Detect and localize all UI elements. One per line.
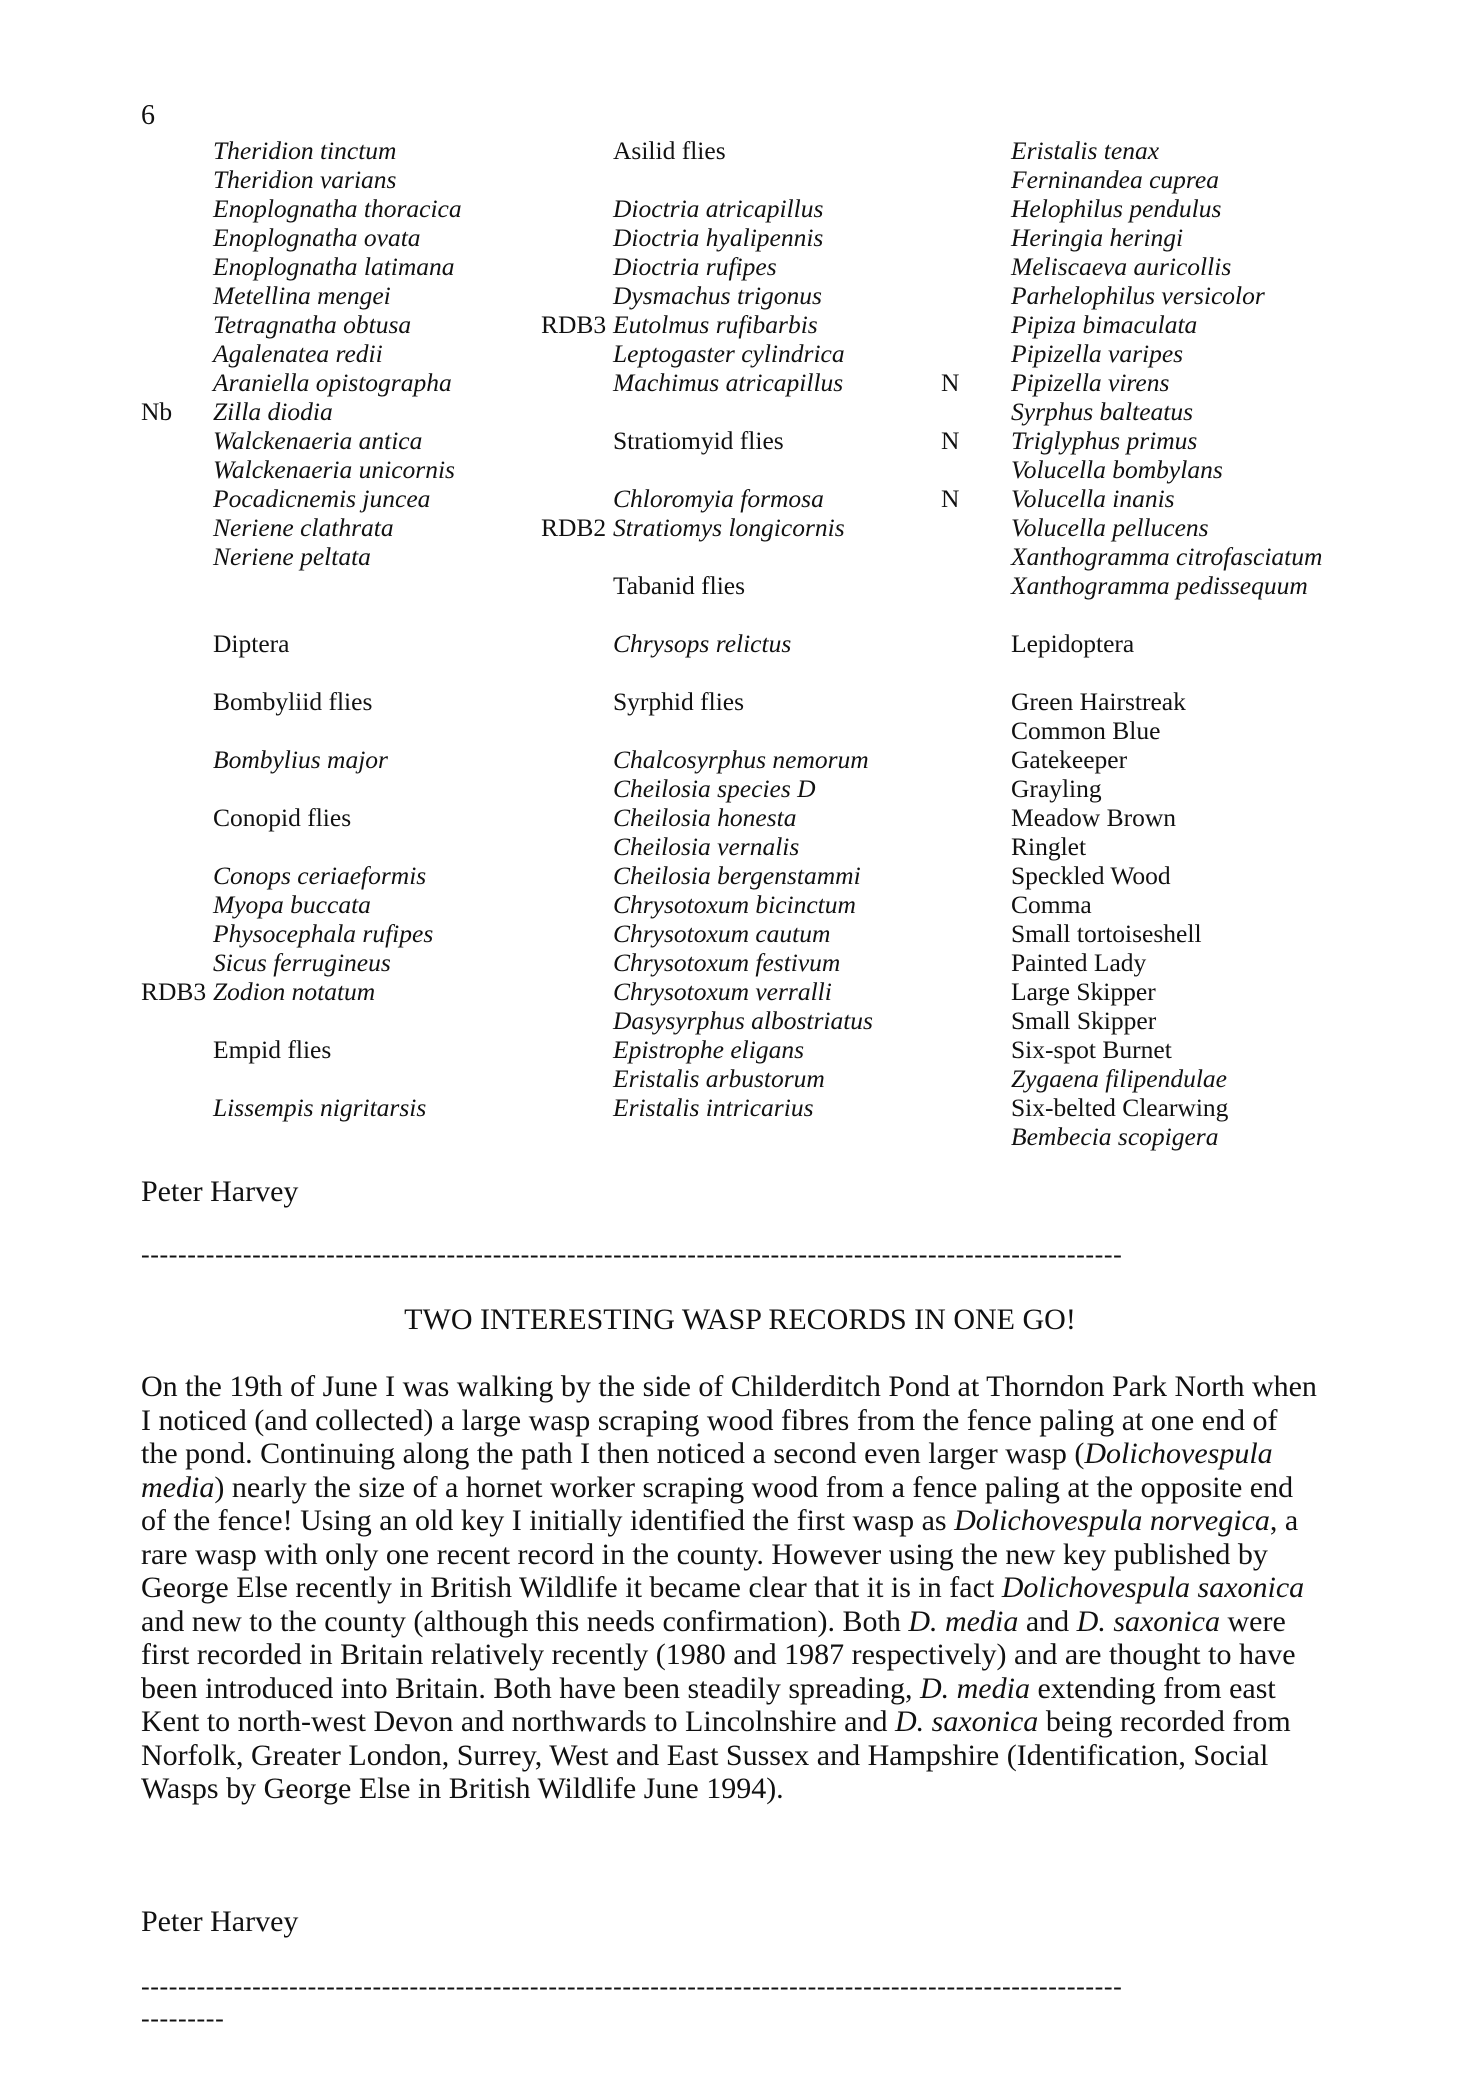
species-name: Metellina mengei <box>213 281 391 310</box>
list-item <box>941 774 1461 803</box>
list-item <box>541 890 941 919</box>
list-spacer <box>141 600 541 629</box>
group-heading: Bombyliid flies <box>213 687 373 716</box>
list-item <box>941 484 1461 513</box>
list-item <box>541 136 941 165</box>
group-heading: Ringlet <box>1011 832 1087 861</box>
list-spacer <box>141 1064 541 1093</box>
species-name: Chrysotoxum cautum <box>613 919 831 948</box>
species-name: Neriene clathrata <box>213 513 394 542</box>
species-name: D. media <box>919 1671 1030 1705</box>
list-item <box>141 484 541 513</box>
list-item <box>141 919 541 948</box>
list-item <box>141 687 541 716</box>
section-divider: ---------------------------------------------------------------------------------------------------------- <box>141 1972 1123 2001</box>
section-divider: ---------------------------------------------------------------------------------------------------------- <box>141 1240 1123 1269</box>
list-item <box>141 948 541 977</box>
species-name: Pocadicnemis juncea <box>213 484 431 513</box>
species-name: Cheilosia bergenstammi <box>613 861 861 890</box>
list-item <box>141 629 541 658</box>
group-heading: Conopid flies <box>213 803 352 832</box>
species-name: Xanthogramma pedissequum <box>1011 571 1308 600</box>
group-heading: Tabanid flies <box>613 571 746 600</box>
list-item <box>541 1064 941 1093</box>
list-item <box>941 977 1461 1006</box>
species-name: Dioctria rufipes <box>613 252 777 281</box>
article-text: extending from east Kent to north-west Devon and northwards to Lincolnshire and <box>141 1671 1276 1738</box>
list-item <box>141 136 541 165</box>
species-name: Dioctria hyalipennis <box>613 223 824 252</box>
group-heading: Large Skipper <box>1011 977 1156 1006</box>
list-item <box>941 194 1461 223</box>
article-text: On the 19th of June I was walking by the side of Childerditch Pond at Thorndon Park North when I noticed (and collected) a large wasp scraping wood fibres from the fence paling at one end of the pond. Continuing along the path I then noticed a second even larger wasp ( <box>141 1370 1317 1470</box>
list-item <box>941 136 1461 165</box>
list-item <box>541 774 941 803</box>
list-spacer <box>141 774 541 803</box>
list-item <box>941 1122 1461 1151</box>
list-item <box>141 803 541 832</box>
species-name: Eutolmus rufibarbis <box>613 310 818 339</box>
list-item <box>541 948 941 977</box>
group-heading: Small tortoiseshell <box>1011 919 1202 948</box>
list-item <box>941 803 1461 832</box>
species-name: Dolichovespula media <box>141 1437 1273 1504</box>
list-item <box>141 426 541 455</box>
species-name: Agalenatea redii <box>213 339 383 368</box>
species-name: Chrysotoxum verralli <box>613 977 832 1006</box>
species-name: Meliscaeva auricollis <box>1011 252 1232 281</box>
list-item <box>141 1035 541 1064</box>
species-name: Epistrophe eligans <box>613 1035 805 1064</box>
list-item <box>941 368 1461 397</box>
list-item <box>141 223 541 252</box>
list-item <box>541 484 941 513</box>
list-item <box>541 1093 941 1122</box>
list-item <box>941 281 1461 310</box>
species-name: Ferninandea cuprea <box>1011 165 1219 194</box>
list-item <box>141 310 541 339</box>
species-name: Volucella pellucens <box>1011 513 1209 542</box>
list-item <box>541 803 941 832</box>
list-item <box>541 310 941 339</box>
article-body <box>141 1370 1321 1806</box>
species-name: Cheilosia species D <box>613 774 816 803</box>
species-name: Theridion tinctum <box>213 136 397 165</box>
article-text: , a rare wasp with only one recent record in the county. However using the new key published by George Else recently in British Wildlife it became clear that it is in fact <box>141 1504 1299 1604</box>
group-heading: Common Blue <box>1011 716 1161 745</box>
species-name: Enoplognatha ovata <box>213 223 421 252</box>
species-name: D. saxonica <box>895 1705 1039 1738</box>
group-heading: Green Hairstreak <box>1011 687 1186 716</box>
species-name: Araniella opistographa <box>213 368 452 397</box>
list-item <box>941 629 1461 658</box>
list-spacer <box>541 542 941 571</box>
list-item <box>141 890 541 919</box>
species-name: Dasysyrphus albostriatus <box>613 1006 873 1035</box>
list-item <box>141 455 541 484</box>
list-spacer <box>941 600 1461 629</box>
species-name: Heringia heringi <box>1011 223 1184 252</box>
list-item <box>141 513 541 542</box>
list-item <box>941 513 1461 542</box>
list-spacer <box>541 165 941 194</box>
list-item <box>541 629 941 658</box>
group-heading: Diptera <box>213 629 290 658</box>
species-name: Pipizella varipes <box>1011 339 1184 368</box>
article-text: were first recorded in Britain relatively recently (1980 and 1987 respectively) and are thought to have been introduced into Britain. Both have been steadily spreading, <box>141 1604 1296 1705</box>
group-heading: Meadow Brown <box>1011 803 1177 832</box>
species-name: Eristalis intricarius <box>613 1093 814 1122</box>
species-name: Helophilus pendulus <box>1011 194 1222 223</box>
species-name: Dysmachus trigonus <box>613 281 822 310</box>
article-text: being recorded from Norfolk, Greater London, Surrey, West and East Sussex and Hampshire (Identification, Social Wasps by George Else in British Wildlife June 1994). <box>141 1705 1291 1805</box>
group-heading: Painted Lady <box>1011 948 1147 977</box>
status-code: N <box>941 426 960 455</box>
list-item <box>941 948 1461 977</box>
list-item <box>541 977 941 1006</box>
list-item <box>941 1006 1461 1035</box>
author-signature: Peter Harvey <box>141 1905 299 1938</box>
list-spacer <box>541 397 941 426</box>
species-name: Cheilosia honesta <box>613 803 797 832</box>
species-name: Bombylius major <box>213 745 388 774</box>
species-column-1 <box>141 136 541 1122</box>
list-item <box>941 716 1461 745</box>
list-item <box>941 542 1461 571</box>
species-name: Enoplognatha latimana <box>213 252 455 281</box>
list-spacer <box>141 832 541 861</box>
list-item <box>141 745 541 774</box>
list-item <box>941 1035 1461 1064</box>
list-spacer <box>141 716 541 745</box>
list-spacer <box>141 658 541 687</box>
list-item <box>541 919 941 948</box>
list-item <box>541 1035 941 1064</box>
list-item <box>541 1006 941 1035</box>
species-name: Pipizella virens <box>1011 368 1170 397</box>
group-heading: Lepidoptera <box>1011 629 1135 658</box>
species-name: Chalcosyrphus nemorum <box>613 745 869 774</box>
list-spacer <box>541 600 941 629</box>
group-heading: Syrphid flies <box>613 687 745 716</box>
list-item <box>941 861 1461 890</box>
list-item <box>941 397 1461 426</box>
list-item <box>541 861 941 890</box>
species-name: Zodion notatum <box>213 977 376 1006</box>
species-name: Triglyphus primus <box>1011 426 1198 455</box>
species-name: D. media <box>908 1604 1019 1638</box>
species-name: Parhelophilus versicolor <box>1011 281 1265 310</box>
list-item <box>941 1064 1461 1093</box>
species-name: Myopa buccata <box>213 890 371 919</box>
list-item <box>941 223 1461 252</box>
list-item <box>941 919 1461 948</box>
species-name: Bembecia scopigera <box>1011 1122 1219 1151</box>
species-name: Conops ceriaeformis <box>213 861 427 890</box>
species-name: Dolichovespula saxonica <box>1001 1571 1305 1604</box>
species-name: Syrphus balteatus <box>1011 397 1194 426</box>
group-heading: Grayling <box>1011 774 1102 803</box>
list-spacer <box>941 658 1461 687</box>
group-heading: Comma <box>1011 890 1092 919</box>
list-item <box>541 426 941 455</box>
list-item <box>941 455 1461 484</box>
species-name: D. saxonica <box>1076 1604 1220 1638</box>
species-name: Pipiza bimaculata <box>1011 310 1198 339</box>
species-name: Stratiomys longicornis <box>613 513 845 542</box>
list-spacer <box>141 571 541 600</box>
article-text: ) nearly the size of a hornet worker scraping wood from a fence paling at the opposite end of the fence! Using an old key I initially identified the first wasp as <box>141 1470 1294 1537</box>
species-name: Chloromyia formosa <box>613 484 824 513</box>
list-item <box>141 861 541 890</box>
list-item <box>141 977 541 1006</box>
status-code: RDB3 <box>141 977 207 1006</box>
species-column-3 <box>941 136 1461 1151</box>
list-item <box>941 339 1461 368</box>
species-column-2 <box>541 136 941 1122</box>
list-item <box>141 165 541 194</box>
list-item <box>541 194 941 223</box>
list-item <box>941 1093 1461 1122</box>
list-item <box>541 832 941 861</box>
species-name: Volucella bombylans <box>1011 455 1223 484</box>
species-name: Zilla diodia <box>213 397 333 426</box>
group-heading: Asilid flies <box>613 136 726 165</box>
list-item <box>141 397 541 426</box>
status-code: RDB3 <box>541 310 607 339</box>
list-item <box>141 368 541 397</box>
list-item <box>941 571 1461 600</box>
page-number: 6 <box>141 100 155 131</box>
list-spacer <box>141 1006 541 1035</box>
list-item <box>541 745 941 774</box>
species-name: Eristalis tenax <box>1011 136 1160 165</box>
species-name: Neriene peltata <box>213 542 371 571</box>
group-heading: Gatekeeper <box>1011 745 1128 774</box>
species-name: Chrysotoxum bicinctum <box>613 890 856 919</box>
status-code: Nb <box>141 397 173 426</box>
species-name: Physocephala rufipes <box>213 919 434 948</box>
species-name: Dolichovespula norvegica <box>954 1504 1270 1537</box>
group-heading: Stratiomyid flies <box>613 426 784 455</box>
list-spacer <box>541 716 941 745</box>
list-item <box>541 252 941 281</box>
list-item <box>141 542 541 571</box>
species-name: Theridion varians <box>213 165 397 194</box>
list-spacer <box>541 455 941 484</box>
list-item <box>941 832 1461 861</box>
group-heading: Small Skipper <box>1011 1006 1157 1035</box>
species-name: Leptogaster cylindrica <box>613 339 845 368</box>
list-item <box>141 281 541 310</box>
list-item <box>541 281 941 310</box>
list-item <box>141 339 541 368</box>
species-name: Chrysotoxum festivum <box>613 948 841 977</box>
list-item <box>141 194 541 223</box>
species-name: Eristalis arbustorum <box>613 1064 825 1093</box>
list-item <box>141 252 541 281</box>
list-item <box>941 252 1461 281</box>
article-text: and <box>1018 1604 1077 1638</box>
list-item <box>141 1093 541 1122</box>
list-item <box>541 223 941 252</box>
list-item <box>541 368 941 397</box>
list-item <box>541 687 941 716</box>
species-name: Sicus ferrugineus <box>213 948 391 977</box>
list-item <box>941 687 1461 716</box>
species-name: Walckenaeria antica <box>213 426 423 455</box>
list-item <box>941 165 1461 194</box>
article-title: TWO INTERESTING WASP RECORDS IN ONE GO! <box>404 1303 1076 1336</box>
list-spacer <box>541 658 941 687</box>
list-item <box>941 310 1461 339</box>
author-signature: Peter Harvey <box>141 1175 299 1208</box>
species-name: Cheilosia vernalis <box>613 832 800 861</box>
status-code: RDB2 <box>541 513 607 542</box>
list-item <box>541 339 941 368</box>
species-name: Walckenaeria unicornis <box>213 455 455 484</box>
group-heading: Empid flies <box>213 1035 332 1064</box>
section-divider-tail: --------- <box>141 2004 225 2033</box>
species-name: Dioctria atricapillus <box>613 194 824 223</box>
list-item <box>541 571 941 600</box>
group-heading: Speckled Wood <box>1011 861 1171 890</box>
article-text: and new to the county (although this needs confirmation). Both <box>141 1604 909 1638</box>
group-heading: Six-belted Clearwing <box>1011 1093 1229 1122</box>
group-heading: Six-spot Burnet <box>1011 1035 1172 1064</box>
species-name: Tetragnatha obtusa <box>213 310 412 339</box>
species-name: Zygaena filipendulae <box>1011 1064 1228 1093</box>
species-name: Enoplognatha thoracica <box>213 194 462 223</box>
list-item <box>941 745 1461 774</box>
species-name: Machimus atricapillus <box>613 368 844 397</box>
list-item <box>541 513 941 542</box>
species-name: Chrysops relictus <box>613 629 792 658</box>
species-name: Lissempis nigritarsis <box>213 1093 427 1122</box>
status-code: N <box>941 368 960 397</box>
list-item <box>941 890 1461 919</box>
species-name: Volucella inanis <box>1011 484 1175 513</box>
species-name: Xanthogramma citrofasciatum <box>1011 542 1323 571</box>
list-item <box>941 426 1461 455</box>
status-code: N <box>941 484 960 513</box>
